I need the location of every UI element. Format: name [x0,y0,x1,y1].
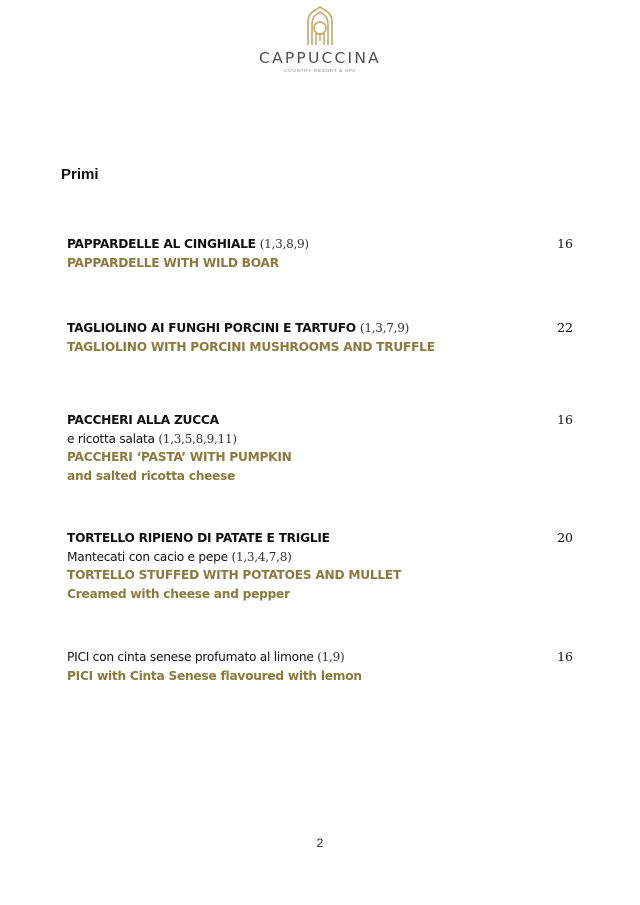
item-italian-name: TORTELLO RIPIENO DI PATATE E TRIGLIE [67,531,330,545]
item-english-name: TAGLIOLINO WITH PORCINI MUSHROOMS AND TRUFFLE [67,339,435,354]
allergens: (1,3,5,8,9,11) [158,431,237,446]
item-english-subtitle: and salted ricotta cheese [67,468,236,483]
allergens: (1,3,8,9) [259,237,309,251]
page-number: 2 [316,836,324,850]
item-price: 20 [557,530,573,545]
item-price: 22 [557,320,573,335]
menu-item [67,648,573,685]
brand-name: CAPPUCCINA [259,49,381,67]
item-italian-name [67,319,573,338]
item-english-subtitle: Creamed with cheese and pepper [67,586,290,601]
allergens: (1,3,7,9) [359,321,410,335]
item-italian-subtitle [67,430,573,449]
item-english-name: PACCHERI ‘PASTA’ WITH PUMPKIN [67,450,292,464]
italian-name-text: TAGLIOLINO AI FUNGHI PORCINI E TARTUFO [67,321,356,335]
italian-subtitle-text: e ricotta salata [67,431,155,446]
menu-item [67,319,573,356]
italian-name-text: PAPPARDELLE AL CINGHIALE [67,237,256,251]
italian-name-text: PICI con cinta senese profumato al limone [67,650,314,664]
item-italian-name [67,648,573,667]
item-italian-name: PACCHERI ALLA ZUCCA [67,413,219,427]
menu-item [67,529,573,603]
menu-item [67,411,573,485]
allergens: (1,3,4,7,8) [231,549,292,564]
brand-tagline: COUNTRY RESORT & SPA [284,69,356,74]
item-english-name: PICI with Cinta Senese flavoured with lemon [67,668,362,683]
item-english-name: TORTELLO STUFFED WITH POTATOES AND MULLET [67,568,402,582]
brand-logo [0,6,640,74]
section-title: Primi [61,166,99,183]
allergens: (1,9) [317,650,345,664]
italian-subtitle-text: Mantecati con cacio e pepe [67,549,228,564]
item-italian-name [67,235,573,254]
item-english-name: PAPPARDELLE WITH WILD BOAR [67,255,279,270]
item-price: 16 [557,649,573,664]
item-price: 16 [557,412,573,427]
arched-building-icon [305,6,335,46]
item-price: 16 [557,236,573,251]
menu-item [67,235,573,272]
item-italian-subtitle [67,548,573,567]
